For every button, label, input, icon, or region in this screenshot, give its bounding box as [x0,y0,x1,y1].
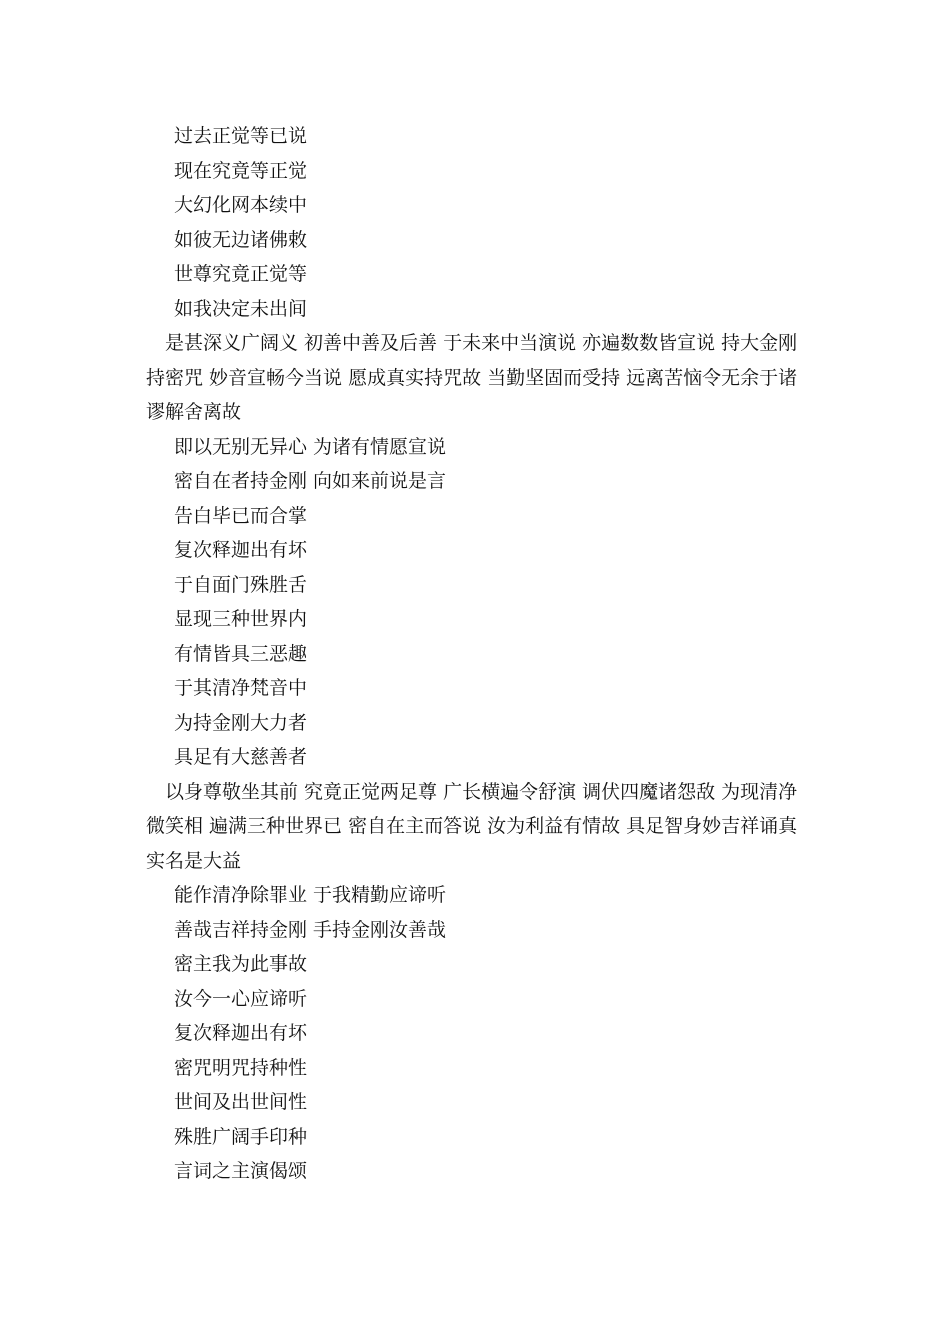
verse-line: 显现三种世界内 [174,608,308,630]
verse-line: 过去正觉等已说 [174,125,308,147]
verse-line: 有情皆具三恶趣 [174,642,308,665]
verse-line: 如我决定未出间 [174,297,308,320]
verse-line: 能作清净除罪业 于我精勤应谛听 [174,884,447,906]
verse-line: 世尊究竟正觉等 [174,263,308,285]
verse-line: 密自在者持金刚 向如来前说是言 [174,470,447,492]
verse-line: 为持金刚大力者 [174,711,308,734]
verse-line: 于自面门殊胜舌 [174,573,308,596]
verse-line: 告白毕已而合掌 [174,504,308,527]
scripture-text [146,119,806,1189]
verse-line: 现在究竟等正觉 [174,159,308,182]
verse-line: 大幻化网本续中 [174,194,308,216]
verse-line: 世间及出世间性 [174,1091,308,1113]
verse-line: 言词之主演偈颂 [174,1160,308,1182]
verse-line: 具足有大慈善者 [174,746,308,768]
verse-line: 于其清净梵音中 [174,677,308,699]
prose-paragraph: 以身尊敬坐其前 究竟正觉两足尊 广长横遍令舒演 调伏四魔诸怨敌 为现清净微笑相 遍满三种世界已 密自在主而答说 汝为利益有情故 具足智身妙吉祥诵真实名是大益 [146,780,798,872]
verse-line: 复次释迦出有坏 [174,539,308,561]
verse-line: 即以无别无异心 为诸有情愿宣说 [174,435,447,458]
verse-line: 如彼无边诸佛敕 [174,228,308,251]
verse-line: 密主我为此事故 [174,953,308,975]
prose-paragraph: 是甚深义广阔义 初善中善及后善 于未来中当演说 亦遍数数皆宣说 持大金刚持密咒 妙音宣畅今当说 愿成真实持咒故 当勤坚固而受持 远离苦恼令无余于诸谬解舍离故 [146,332,798,423]
verse-line: 复次释迦出有坏 [174,1022,308,1044]
verse-line: 汝今一心应谛听 [174,987,308,1010]
verse-line: 善哉吉祥持金刚 手持金刚汝善哉 [174,918,447,941]
verse-line: 密咒明咒持种性 [174,1056,308,1079]
verse-line: 殊胜广阔手印种 [174,1125,308,1148]
